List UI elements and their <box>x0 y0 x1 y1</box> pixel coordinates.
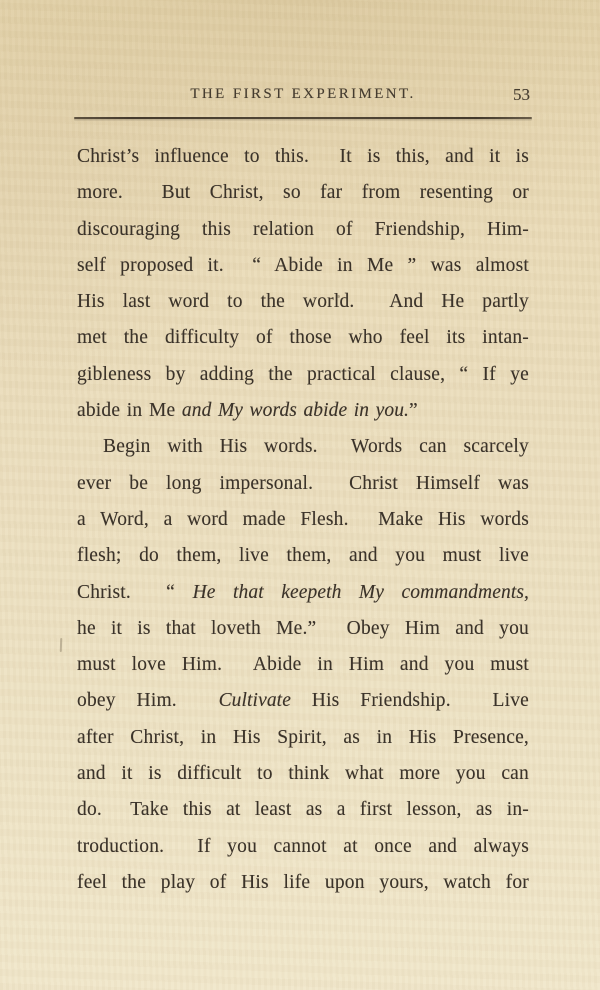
text-line <box>77 720 529 756</box>
scan-artifact-edge-mark <box>60 638 62 652</box>
running-head <box>75 86 531 108</box>
text-segment: self proposed it. “ Abide in Me ” was almost <box>77 254 529 276</box>
text-line <box>77 611 529 647</box>
text-line <box>77 393 529 429</box>
italic-text-segment: Cultivate <box>218 690 291 712</box>
header-rule <box>74 117 532 119</box>
text-line <box>77 538 529 574</box>
text-segment: more. But Christ, so far from resenting or <box>77 182 529 204</box>
text-line <box>77 683 529 719</box>
text-segment: obey Him. <box>77 690 219 712</box>
text-line <box>77 756 529 792</box>
text-line <box>77 466 529 502</box>
text-segment: and it is difficult to think what more you can <box>77 763 529 785</box>
text-line <box>77 865 529 901</box>
text-segment: ” <box>409 400 418 422</box>
text-line <box>77 212 529 248</box>
text-line <box>77 829 529 865</box>
text-segment: Christ’s influence to this. It is this, and it is <box>77 146 529 167</box>
italic-text-segment: He that keepeth My commandments, <box>192 581 529 603</box>
text-line <box>77 248 529 284</box>
page-number: 53 <box>513 85 530 104</box>
text-line <box>77 429 529 465</box>
text-segment: feel the play of His life upon yours, watch for <box>77 871 529 893</box>
italic-text-segment: and My words abide in you. <box>181 400 410 422</box>
running-head-title: THE FIRST EXPERIMENT. <box>190 86 416 102</box>
page-body <box>77 139 529 901</box>
text-segment: after Christ, in His Spirit, as in His Presence, <box>77 726 529 748</box>
text-segment: discouraging this relation of Friendship, Him- <box>77 218 529 240</box>
text-segment: a Word, a word made Flesh. Make His words <box>77 508 529 530</box>
text-line <box>77 175 529 211</box>
text-segment: Christ. “ <box>77 581 193 603</box>
text-segment: do. Take this at least as a first lesson, as in- <box>77 799 529 821</box>
text-line <box>77 647 529 683</box>
text-line <box>77 792 529 828</box>
text-line <box>77 357 529 393</box>
text-segment: must love Him. Abide in Him and you must <box>77 654 529 676</box>
text-line <box>77 575 529 611</box>
text-line <box>77 139 529 175</box>
text-segment: Begin with His words. Words can scarcely <box>103 436 529 458</box>
text-segment: met the difficulty of those who feel its intan- <box>77 327 529 349</box>
text-segment: His Friendship. Live <box>290 690 530 712</box>
text-segment: ever be long impersonal. Christ Himself was <box>77 472 529 494</box>
text-segment: gibleness by adding the practical clause, “ If ye <box>77 363 529 385</box>
text-segment: abide in Me <box>77 400 182 422</box>
text-segment: he it is that loveth Me.” Obey Him and you <box>77 617 529 639</box>
text-segment: His last word to the world. And He partly <box>77 291 529 313</box>
text-segment: troduction. If you cannot at once and always <box>77 835 529 857</box>
text-line <box>77 502 529 538</box>
text-line <box>77 284 529 320</box>
text-line <box>77 320 529 356</box>
text-segment: flesh; do them, live them, and you must live <box>77 545 529 567</box>
